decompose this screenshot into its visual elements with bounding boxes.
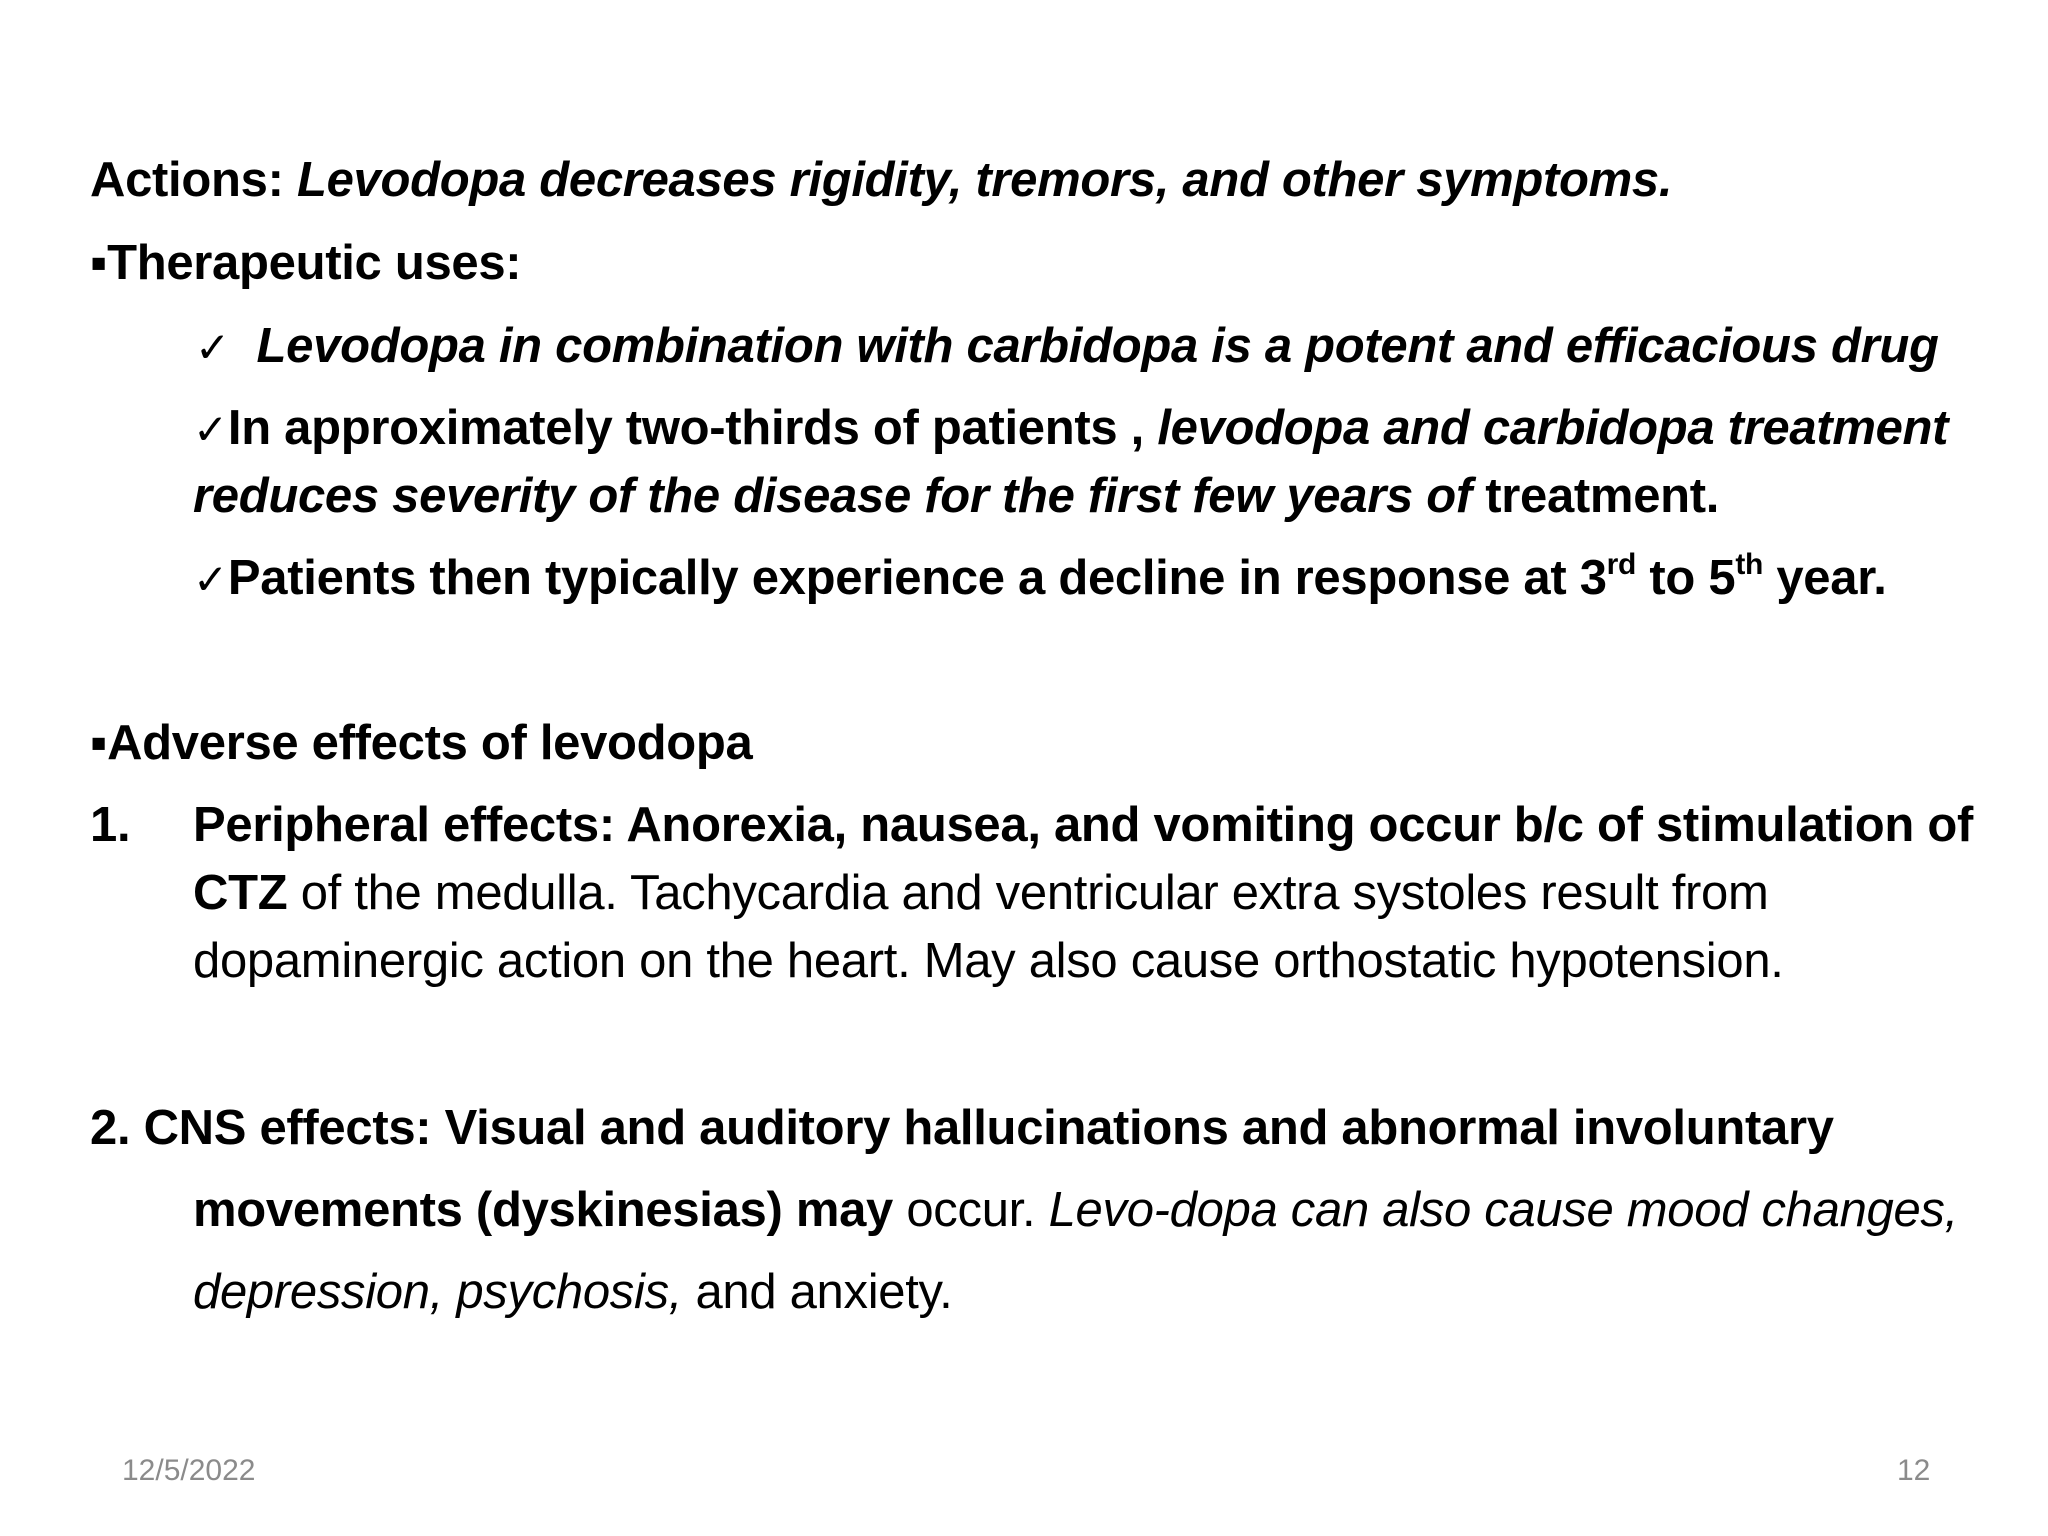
adverse-point-2-regular-2: and anxiety. [695, 1265, 953, 1319]
actions-text: Levodopa decreases rigidity, tremors, and other symptoms. [296, 153, 1673, 207]
therapeutic-heading-line [90, 233, 521, 293]
adverse-point-1-line-2 [193, 863, 1769, 923]
checkmark-icon: ✓ [193, 555, 228, 604]
adverse-point-1-rest-1: of the medulla. Tachycardia and ventricular extra systoles result from [300, 866, 1769, 920]
therapeutic-item-2-line-2 [193, 466, 1719, 526]
square-bullet-icon: ▪ [90, 716, 108, 770]
actions-label: Actions: [90, 153, 284, 207]
therapeutic-item-3 [193, 548, 1887, 610]
adverse-point-1-rest-2: dopaminergic action on the heart. May also cause orthostatic hypotension. [193, 934, 1784, 988]
adverse-point-2-bold-2: movements (dyskinesias) may [193, 1183, 894, 1237]
adverse-point-1-line-1 [193, 795, 1973, 855]
square-bullet-icon: ▪ [90, 236, 108, 290]
adverse-point-2-bold-1: 2. CNS effects: Visual and auditory hallucinations and abnormal involuntary [90, 1101, 1834, 1155]
adverse-point-1-ctz: CTZ [193, 866, 288, 920]
therapeutic-heading: Therapeutic uses: [107, 236, 522, 290]
adverse-point-2-italic-2: depression, psychosis, [193, 1265, 683, 1319]
checkmark-icon: ✓ [193, 405, 228, 454]
therapeutic-item-2-part-2: levodopa and carbidopa treatment [1157, 401, 1949, 455]
therapeutic-item-3-part-3: year. [1763, 551, 1887, 605]
therapeutic-item-1-text: Levodopa in combination with carbidopa is a potent and efficacious drug [256, 319, 1939, 373]
footer-date: 12/5/2022 [122, 1454, 256, 1487]
adverse-point-2-line-1 [90, 1098, 1834, 1158]
superscript-th: th [1735, 548, 1764, 581]
adverse-heading: Adverse effects of levodopa [107, 716, 753, 770]
therapeutic-item-3-part-2: to 5 [1636, 551, 1736, 605]
adverse-point-2-italic-1: Levo-dopa can also cause mood changes, [1048, 1183, 1958, 1237]
actions-line [90, 150, 1672, 210]
therapeutic-item-2-part-3: reduces severity of the disease for the first few years of [193, 469, 1472, 523]
adverse-heading-line [90, 713, 753, 773]
adverse-point-2-line-2 [193, 1180, 1958, 1240]
adverse-point-1-line-3 [193, 931, 1784, 991]
checkmark-icon: ✓ [195, 323, 230, 372]
therapeutic-item-2-part-4: treatment. [1485, 469, 1720, 523]
adverse-point-2-line-3 [193, 1262, 952, 1322]
adverse-point-1-number: 1. [90, 798, 131, 852]
superscript-rd: rd [1606, 548, 1637, 581]
footer-page-number: 12 [1897, 1454, 1931, 1487]
therapeutic-item-2-line-1 [193, 398, 1948, 460]
adverse-point-2-regular: occur. [906, 1183, 1036, 1237]
adverse-point-1-bold: Peripheral effects: Anorexia, nausea, and vomiting occur b/c of stimulation of [193, 798, 1973, 852]
therapeutic-item-3-part-1: Patients then typically experience a decline in response at 3 [227, 551, 1607, 605]
therapeutic-item-1 [195, 316, 1939, 378]
therapeutic-item-2-part-1: In approximately two-thirds of patients , [227, 401, 1144, 455]
